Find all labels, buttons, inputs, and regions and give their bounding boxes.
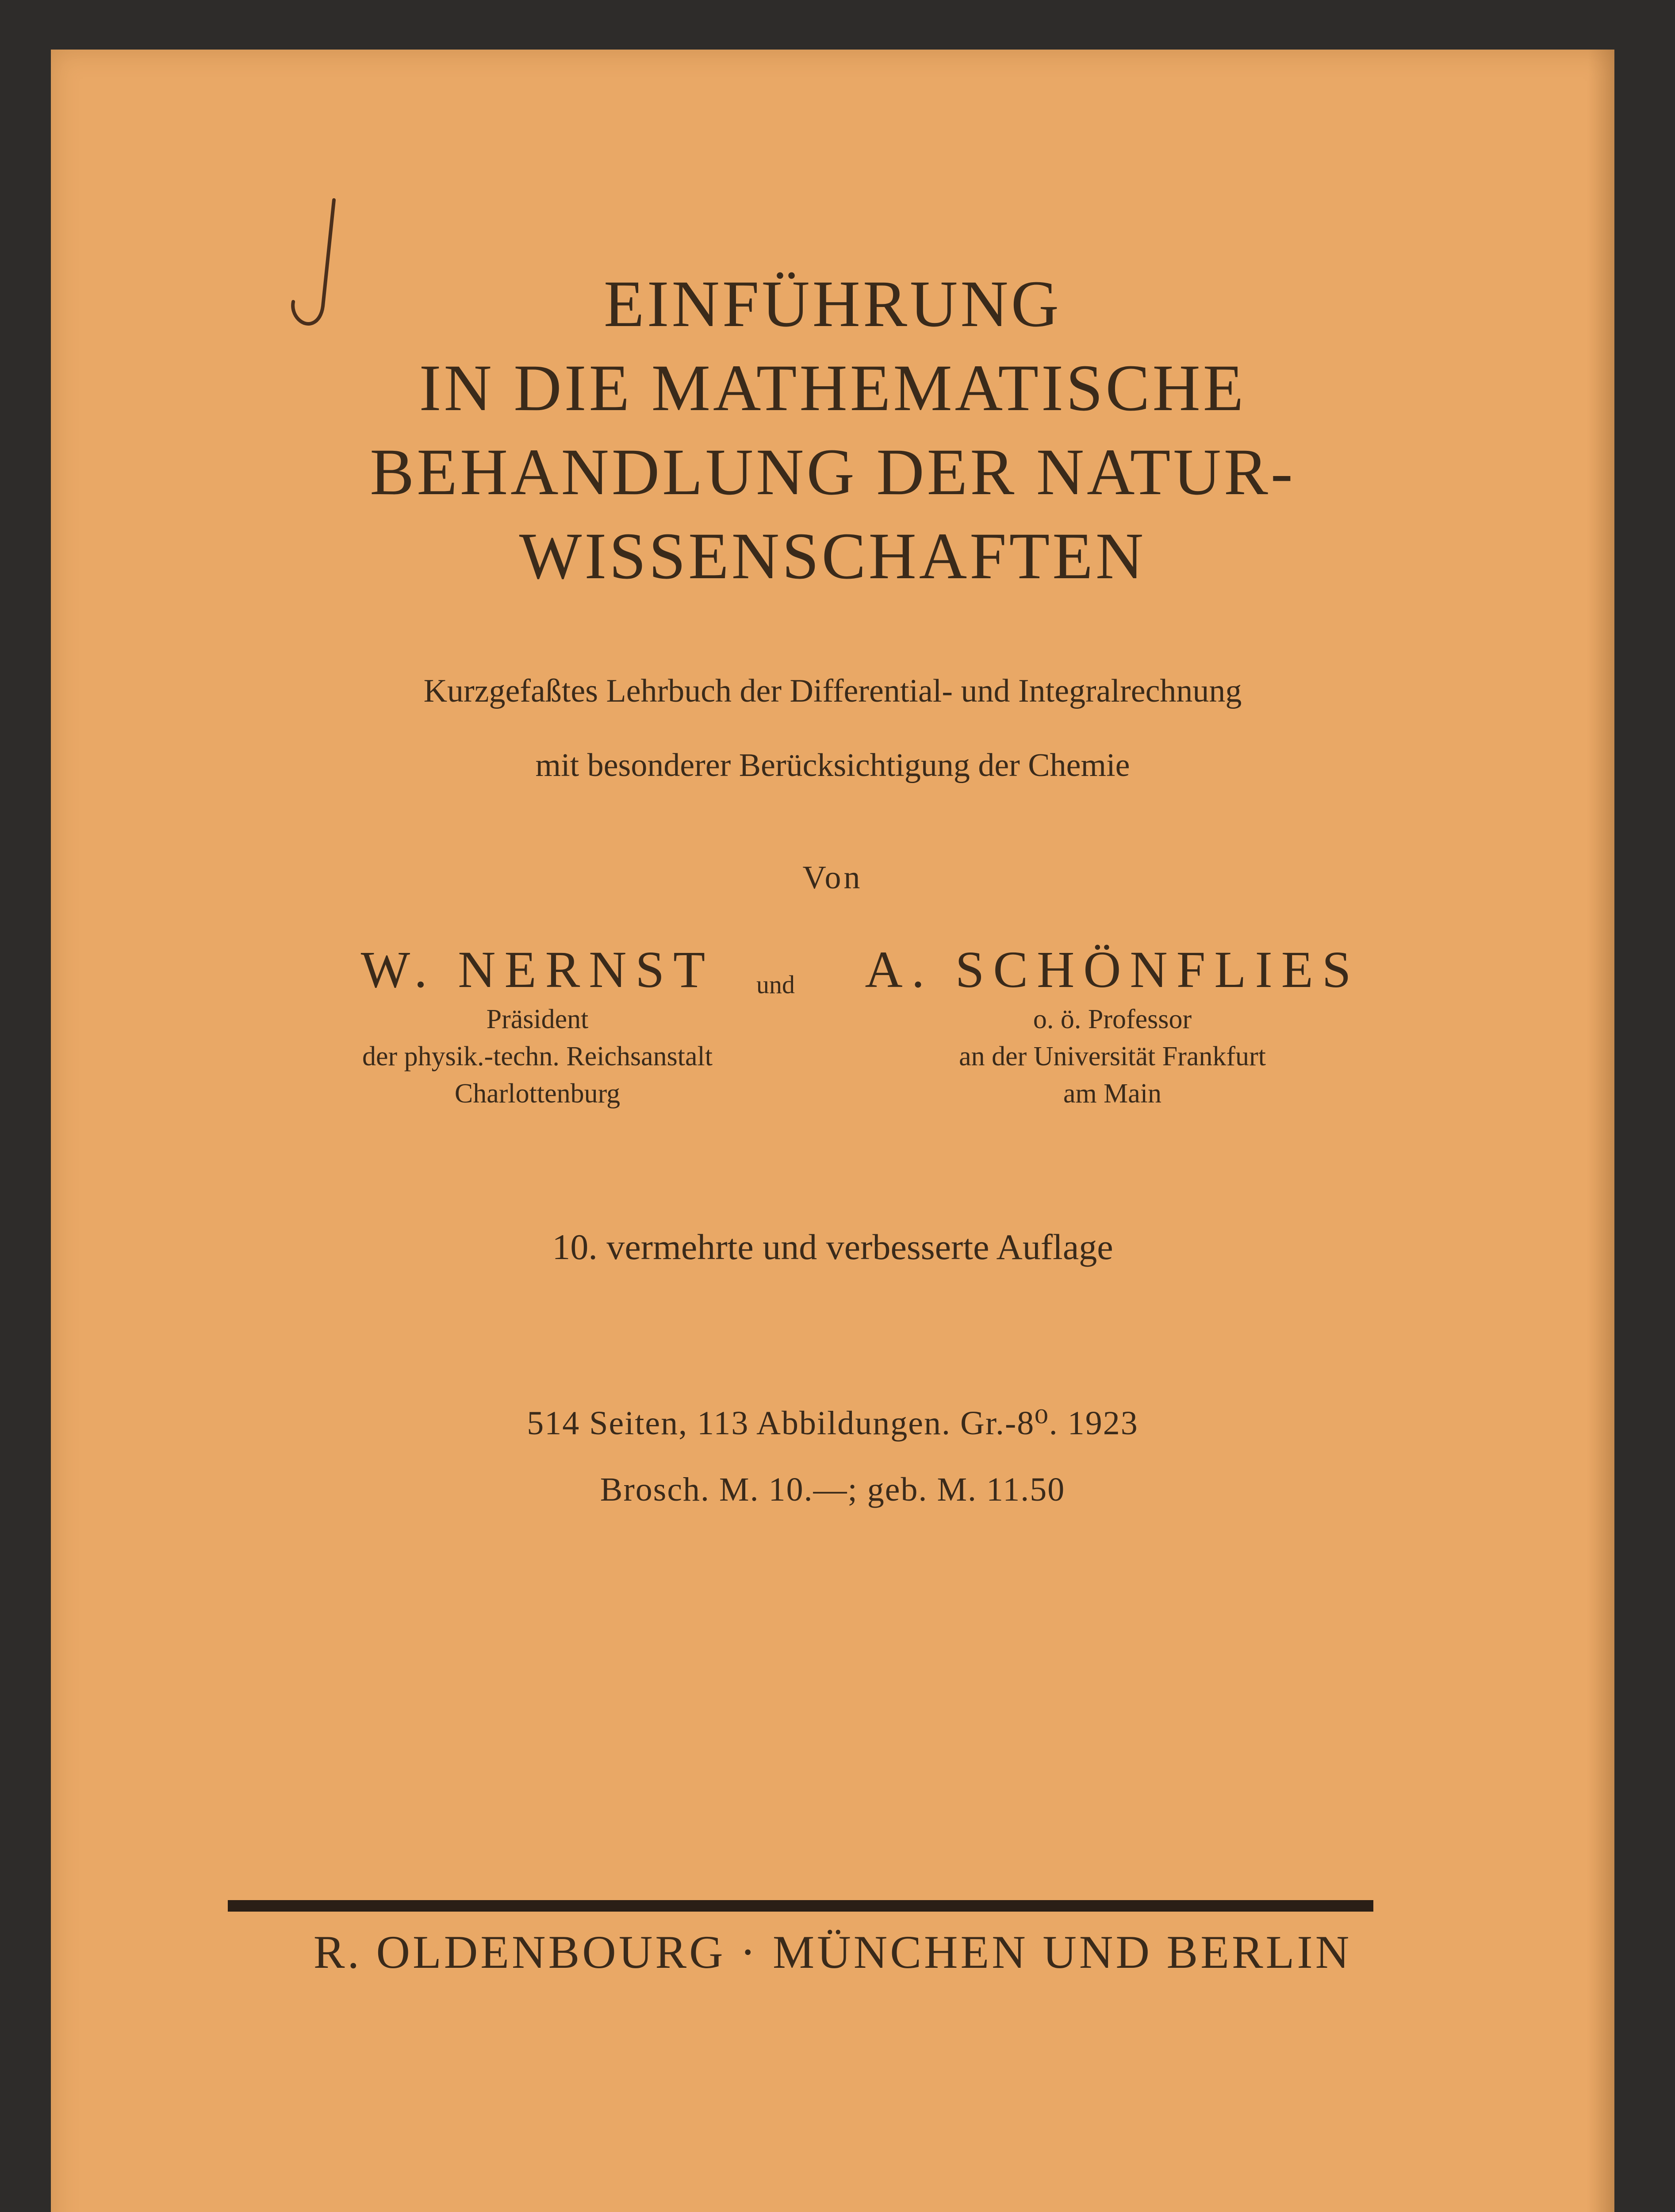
details-price-line: Brosch. M. 10.—; geb. M. 11.50 xyxy=(600,1471,1066,1508)
title-page xyxy=(51,50,1614,2212)
title-line-1: EINFÜHRUNG xyxy=(604,267,1062,341)
author-right-location: am Main xyxy=(1063,1079,1162,1109)
author-right-title: o. ö. Professor xyxy=(1033,1004,1192,1034)
subtitle-line-1: Kurzgefaßtes Lehrbuch der Differential- und Integralrechnung xyxy=(423,673,1242,709)
edition-note: 10. vermehrte und verbesserte Auflage xyxy=(552,1227,1113,1267)
subtitle-line-2: mit besonderer Berücksichtigung der Chemie xyxy=(535,747,1130,783)
details-pages-line: 514 Seiten, 113 Abbildungen. Gr.-8⁰. 1923 xyxy=(527,1405,1138,1442)
book-details xyxy=(51,1390,1614,1523)
und-label: und xyxy=(756,970,795,999)
author-left-location: Charlottenburg xyxy=(454,1079,621,1109)
title-line-2: IN DIE MATHEMATISCHE xyxy=(419,351,1246,425)
title-line-4: WISSENSCHAFTEN xyxy=(519,519,1146,593)
author-right-name: A. SCHÖNFLIES xyxy=(865,941,1360,998)
divider-rule xyxy=(228,1900,1373,1912)
author-left-institution: der physik.-techn. Reichsanstalt xyxy=(362,1041,713,1071)
author-right xyxy=(838,939,1387,1112)
author-left-title: Präsident xyxy=(486,1004,589,1034)
publisher-imprint: R. OLDENBOURG · MÜNCHEN UND BERLIN xyxy=(313,1926,1352,1978)
von-label: Von xyxy=(802,860,863,896)
author-left xyxy=(290,939,785,1112)
author-left-name: W. NERNST xyxy=(360,941,714,998)
book-title xyxy=(51,262,1614,598)
book-subtitle xyxy=(51,669,1614,787)
title-line-3: BEHANDLUNG DER NATUR- xyxy=(370,435,1296,509)
author-right-institution: an der Universität Frankfurt xyxy=(959,1041,1266,1071)
